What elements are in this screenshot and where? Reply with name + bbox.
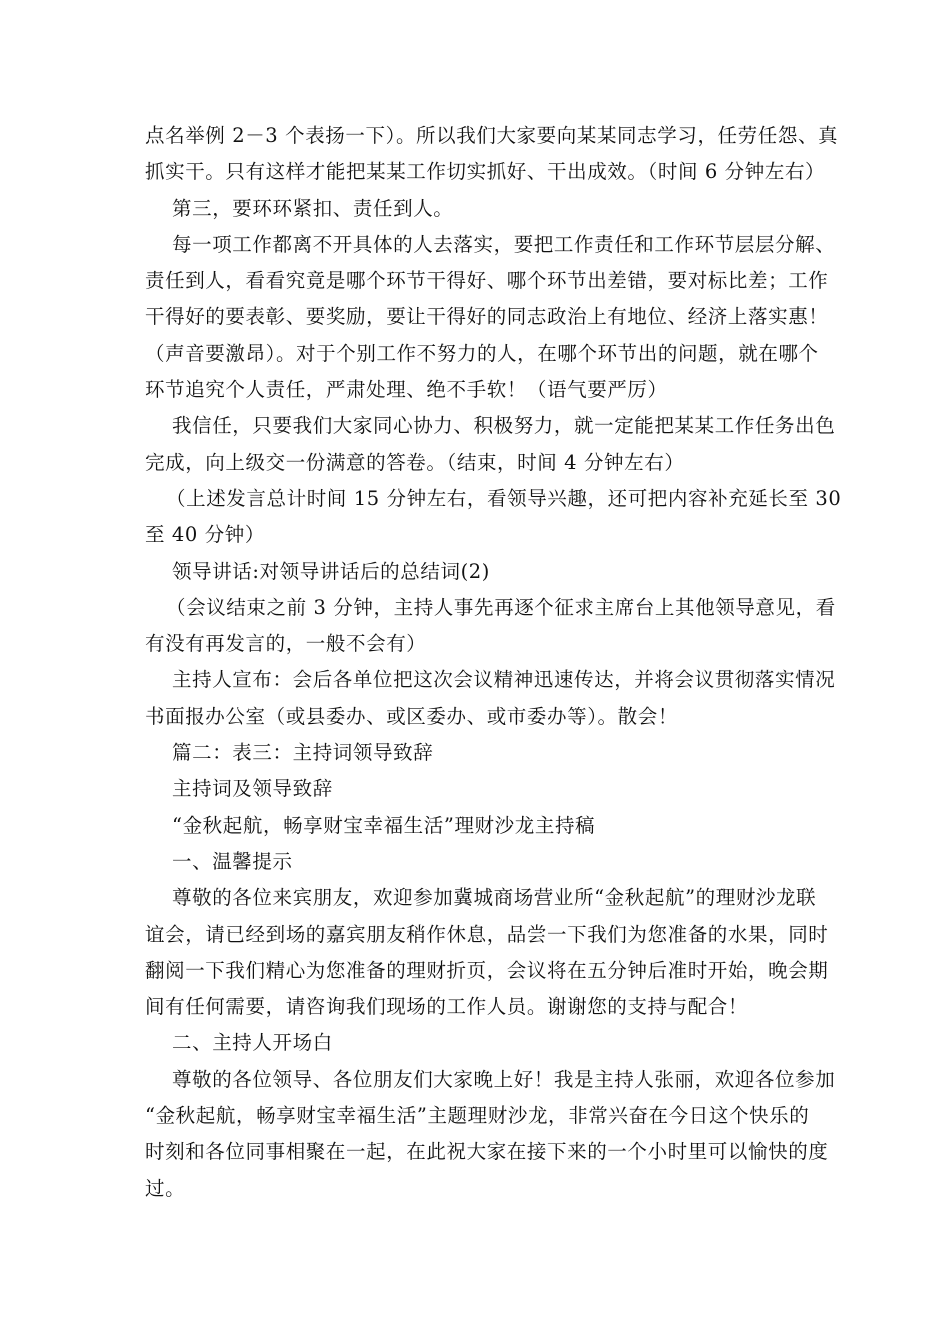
text-line: （声音要激昂）。对于个别工作不努力的人，在哪个环节出的问题，就在哪个: [145, 341, 819, 365]
text-line: “金秋起航，畅享财宝幸福生活”主题理财沙龙，非常兴奋在今日这个快乐的: [145, 1104, 810, 1128]
text-line: 抓实干。只有这样才能把某某工作切实抓好、干出成效。（时间 6 分钟左右）: [145, 160, 826, 184]
text-line: 环节追究个人责任，严肃处理、绝不手软！（语气要严厉）: [145, 378, 668, 402]
text-line: 每一项工作都离不开具体的人去落实，要把工作责任和工作环节层层分解、: [172, 232, 836, 256]
text-line: 至 40 分钟）: [145, 523, 266, 547]
text-line: 间有任何需要，请咨询我们现场的工作人员。谢谢您的支持与配合！: [145, 995, 749, 1019]
section-heading: 第三，要环环紧扣、责任到人。: [172, 196, 454, 220]
section-heading: 二、主持人开场白: [172, 1031, 333, 1055]
text-line: 过。: [145, 1176, 186, 1200]
text-line: 翻阅一下我们精心为您准备的理财折页，会议将在五分钟后准时开始，晚会期: [145, 958, 829, 982]
text-line: 尊敬的各位来宾朋友，欢迎参加冀城商场营业所“金秋起航”的理财沙龙联: [172, 886, 817, 910]
text-line: 时刻和各位同事相聚在一起，在此祝大家在接下来的一个小时里可以愉快的度: [145, 1140, 829, 1164]
text-line: （会议结束之前 3 分钟，主持人事先再逐个征求主席台上其他领导意见，看: [166, 595, 836, 619]
section-heading: 篇二：表三：主持词领导致辞: [172, 741, 434, 765]
text-line: 尊敬的各位领导、各位朋友们大家晚上好！我是主持人张丽，欢迎各位参加: [172, 1067, 836, 1091]
text-line: 有没有再发言的，一般不会有）: [145, 632, 427, 656]
text-line: （上述发言总计时间 15 分钟左右，看领导兴趣，还可把内容补充延长至 30: [166, 486, 842, 510]
document-title: “金秋起航，畅享财宝幸福生活”理财沙龙主持稿: [172, 813, 596, 837]
text-line: 主持人宣布：会后各单位把这次会议精神迅速传达，并将会议贯彻落实情况: [172, 668, 836, 692]
text-line: 谊会，请已经到场的嘉宾朋友稍作休息，品尝一下我们为您准备的水果，同时: [145, 922, 829, 946]
text-line: 干得好的要表彰、要奖励，要让干得好的同志政治上有地位、经济上落实惠！: [145, 305, 829, 329]
text-line: 完成，向上级交一份满意的答卷。（结束，时间 4 分钟左右）: [145, 450, 685, 474]
section-heading: 一、温馨提示: [172, 849, 293, 873]
document-body: [145, 118, 842, 1207]
text-line: 点名举例 2－3 个表扬一下）。所以我们大家要向某某同志学习，任劳任怨、真: [145, 124, 839, 147]
text-line: 书面报办公室（或县委办、或区委办、或市委办等）。散会！: [145, 704, 678, 728]
section-heading: 领导讲话:对领导讲话后的总结词(2): [172, 559, 490, 583]
section-heading: 主持词及领导致辞: [172, 777, 333, 801]
text-line: 责任到人，看看究竟是哪个环节干得好、哪个环节出差错，要对标比差；工作: [145, 269, 829, 293]
text-line: 我信任，只要我们大家同心协力、积极努力，就一定能把某某工作任务出色: [172, 414, 836, 438]
